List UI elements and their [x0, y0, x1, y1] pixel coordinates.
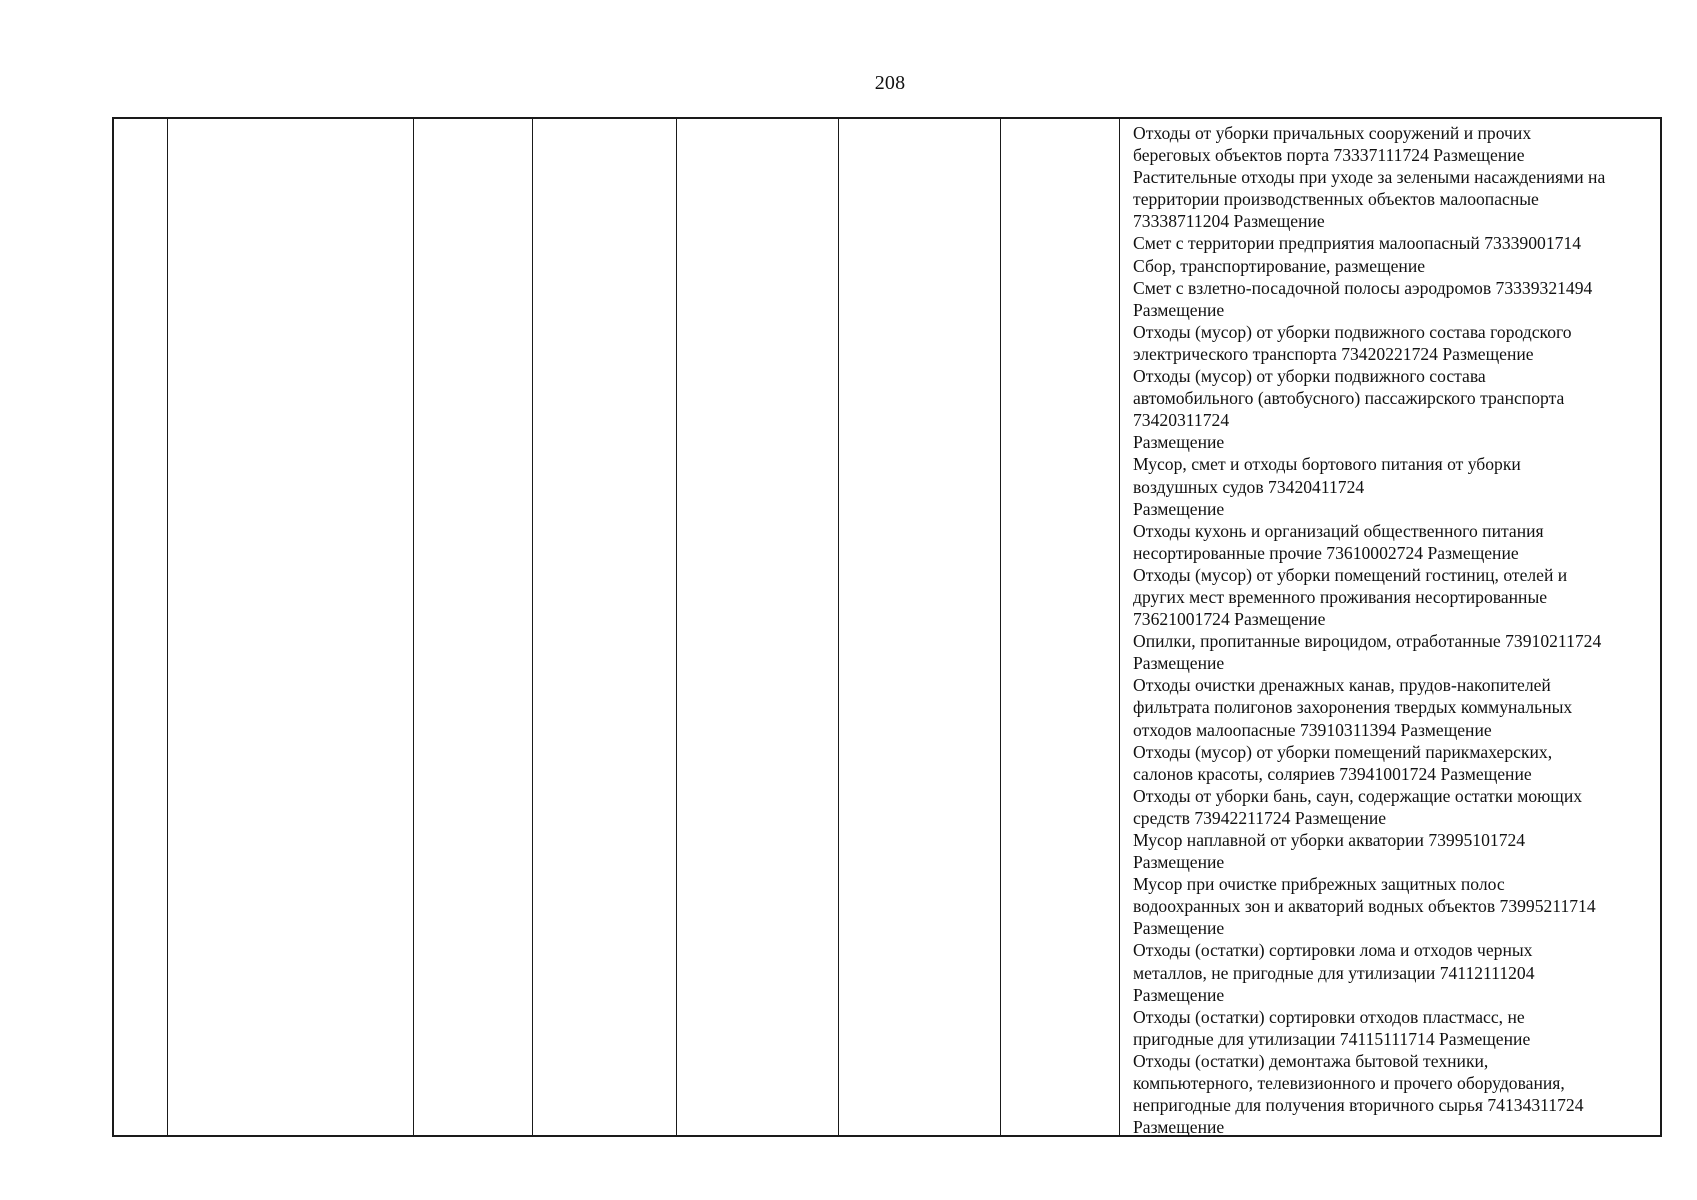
page-number: 208	[874, 72, 906, 94]
column-divider	[532, 119, 533, 1135]
waste-entry-line: Отходы (мусор) от уборки помещений парикмахерских,	[1133, 741, 1553, 762]
waste-entry-line: 73621001724 Размещение	[1133, 609, 1326, 630]
waste-entry-line: электрического транспорта 73420221724 Размещение	[1133, 343, 1534, 364]
column-divider	[1119, 119, 1120, 1135]
waste-entry-line: Размещение	[1133, 1117, 1225, 1138]
column-divider	[167, 119, 168, 1135]
waste-entry-line: Размещение	[1133, 852, 1225, 873]
waste-entry-line: Отходы (остатки) сортировки лома и отходов черных	[1133, 940, 1533, 961]
waste-entry-line: Растительные отходы при уходе за зелеными насаждениями на	[1133, 167, 1606, 188]
waste-entry-line: фильтрата полигонов захоронения твердых коммунальных	[1133, 697, 1573, 718]
waste-entry-line: Мусор при очистке прибрежных защитных полос	[1133, 874, 1505, 895]
waste-entry-line: непригодные для получения вторичного сырья 74134311724	[1133, 1095, 1584, 1116]
waste-entry-line: Размещение	[1133, 984, 1225, 1005]
waste-entry-line: Отходы кухонь и организаций общественного питания	[1133, 520, 1544, 541]
waste-entry-line: Отходы (остатки) демонтажа бытовой техники,	[1133, 1050, 1489, 1071]
waste-entry-line: береговых объектов порта 73337111724 Размещение	[1133, 145, 1525, 166]
waste-entry-line: автомобильного (автобусного) пассажирского транспорта	[1133, 388, 1565, 409]
waste-entry-line: воздушных судов 73420411724	[1133, 476, 1365, 497]
waste-entry-line: Смет с взлетно-посадочной полосы аэродромов 73339321494	[1133, 277, 1593, 298]
column-divider	[676, 119, 677, 1135]
waste-entry-line: металлов, не пригодные для утилизации 74112111204	[1133, 962, 1535, 983]
waste-entry-line: пригодные для утилизации 74115111714 Размещение	[1133, 1028, 1531, 1049]
waste-entry-line: средств 73942211724 Размещение	[1133, 807, 1387, 828]
column-divider	[1000, 119, 1001, 1135]
waste-entry-line: Опилки, пропитанные вироцидом, отработанные 73910211724	[1133, 631, 1602, 652]
column-divider	[838, 119, 839, 1135]
waste-entry-line: территории производственных объектов малоопасные	[1133, 189, 1539, 210]
waste-list-cell	[1123, 122, 1659, 1138]
waste-entry-line: салонов красоты, соляриев 73941001724 Размещение	[1133, 763, 1532, 784]
waste-entry-line: Отходы (мусор) от уборки подвижного состава городского	[1133, 321, 1572, 342]
waste-entry-line: Отходы (остатки) сортировки отходов пластмасс, не	[1133, 1006, 1525, 1027]
waste-entry-line: 73420311724	[1133, 410, 1230, 431]
waste-table	[112, 117, 1662, 1137]
column-divider	[413, 119, 414, 1135]
waste-entry-line: компьютерного, телевизионного и прочего оборудования,	[1133, 1073, 1565, 1094]
waste-entry-line: Мусор наплавной от уборки акватории 73995101724	[1133, 830, 1526, 850]
waste-entry-line: отходов малоопасные 73910311394 Размещение	[1133, 719, 1492, 740]
waste-entry-line: Размещение	[1133, 918, 1225, 939]
waste-entry-line: других мест временного проживания несортированные	[1133, 586, 1548, 607]
waste-entry-line: Мусор, смет и отходы бортового питания от уборки	[1133, 454, 1521, 475]
waste-entry-line: Смет с территории предприятия малоопасный 73339001714	[1133, 233, 1582, 254]
waste-entry-line: Размещение	[1133, 498, 1225, 519]
waste-entry-line: Сбор, транспортирование, размещение	[1133, 255, 1426, 276]
waste-entry-line: несортированные прочие 73610002724 Размещение	[1133, 542, 1519, 563]
waste-entry-line: водоохранных зон и акваторий водных объектов 73995211714	[1133, 896, 1596, 917]
waste-entry-line: 73338711204 Размещение	[1133, 211, 1325, 232]
waste-entry-line: Размещение	[1133, 432, 1225, 453]
waste-entry-line: Отходы от уборки бань, саун, содержащие остатки моющих	[1133, 785, 1583, 806]
waste-entry-line: Отходы (мусор) от уборки подвижного состава	[1133, 366, 1486, 387]
waste-entry-line: Отходы очистки дренажных канав, прудов-накопителей	[1133, 675, 1551, 696]
waste-entry-line: Размещение	[1133, 299, 1225, 320]
waste-entry-line: Отходы (мусор) от уборки помещений гостиниц, отелей и	[1133, 564, 1568, 585]
waste-entry-line: Размещение	[1133, 653, 1225, 674]
waste-entry-line: Отходы от уборки причальных сооружений и прочих	[1133, 123, 1532, 143]
